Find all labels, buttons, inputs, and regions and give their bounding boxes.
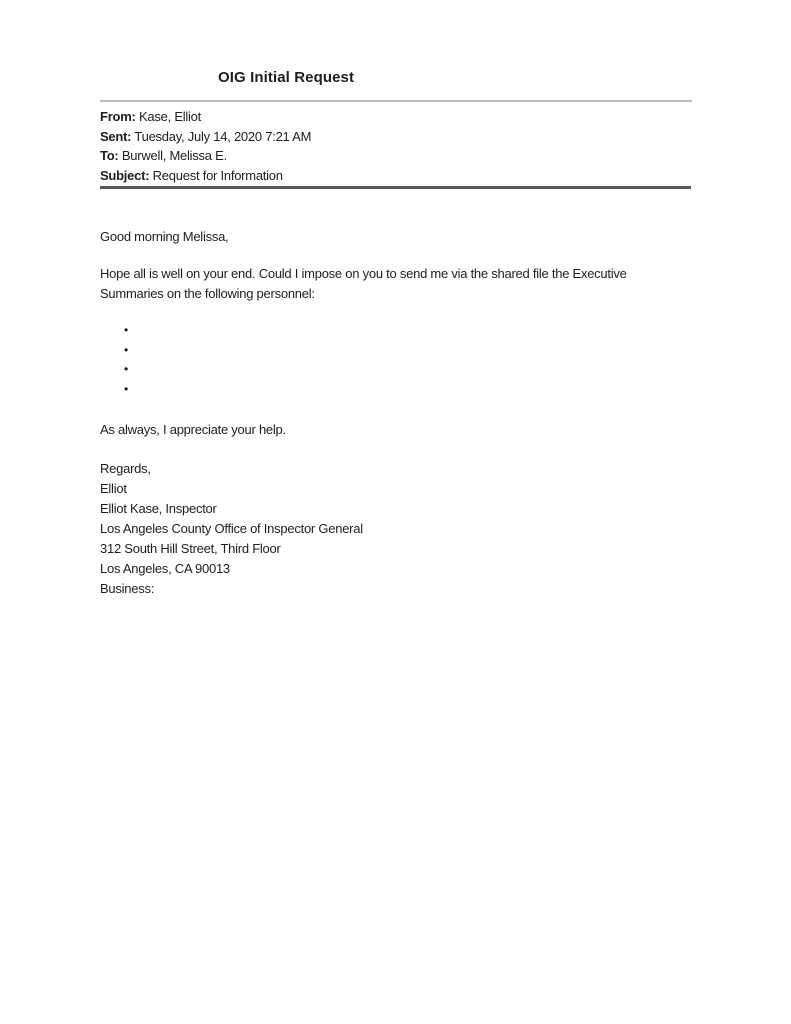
closing-line: As always, I appreciate your help. xyxy=(100,422,286,437)
signature-city-state-zip: Los Angeles, CA 90013 xyxy=(100,561,230,576)
header-field-sent xyxy=(100,127,311,147)
bullet-item xyxy=(124,379,128,399)
subject-label: Subject: xyxy=(100,167,150,183)
bullet-icon: • xyxy=(124,323,129,337)
sent-value: Tuesday, July 14, 2020 7:21 AM xyxy=(134,128,312,144)
header-bottom-divider xyxy=(100,186,691,189)
bullet-item xyxy=(124,340,128,360)
from-value: Kase, Elliot xyxy=(138,109,202,124)
signature-street-address: 312 South Hill Street, Third Floor xyxy=(100,541,281,556)
header-field-subject xyxy=(100,166,311,186)
personnel-bullet-list xyxy=(124,320,128,399)
body-paragraph-line-2: Summaries on the following personnel: xyxy=(100,285,315,301)
header-field-to xyxy=(100,146,311,166)
signature-first-name: Elliot xyxy=(100,481,127,496)
bullet-icon: • xyxy=(124,382,129,397)
header-field-from xyxy=(100,107,311,127)
bullet-item xyxy=(124,359,128,379)
signature-organization: Los Angeles County Office of Inspector General xyxy=(100,521,363,536)
bullet-icon: • xyxy=(124,342,129,357)
subject-value: Request for Information xyxy=(152,167,283,183)
to-label: To: xyxy=(100,148,119,164)
signature-full-name-title: Elliot Kase, Inspector xyxy=(100,501,217,516)
sent-label: Sent: xyxy=(100,128,132,144)
body-paragraph-line-1: Hope all is well on your end. Could I impose on you to send me via the shared file the Executive xyxy=(100,266,627,281)
signature-business-label: Business: xyxy=(100,581,155,596)
document-title: OIG Initial Request xyxy=(218,69,355,86)
bullet-item xyxy=(124,320,128,340)
header-top-divider xyxy=(100,100,692,102)
signature-block xyxy=(100,459,363,599)
to-value: Burwell, Melissa E. xyxy=(121,148,227,164)
email-header xyxy=(100,107,311,185)
from-label: From: xyxy=(100,109,136,124)
greeting-line: Good morning Melissa, xyxy=(100,229,229,244)
bullet-icon: • xyxy=(124,362,129,377)
signature-regards: Regards, xyxy=(100,461,151,476)
